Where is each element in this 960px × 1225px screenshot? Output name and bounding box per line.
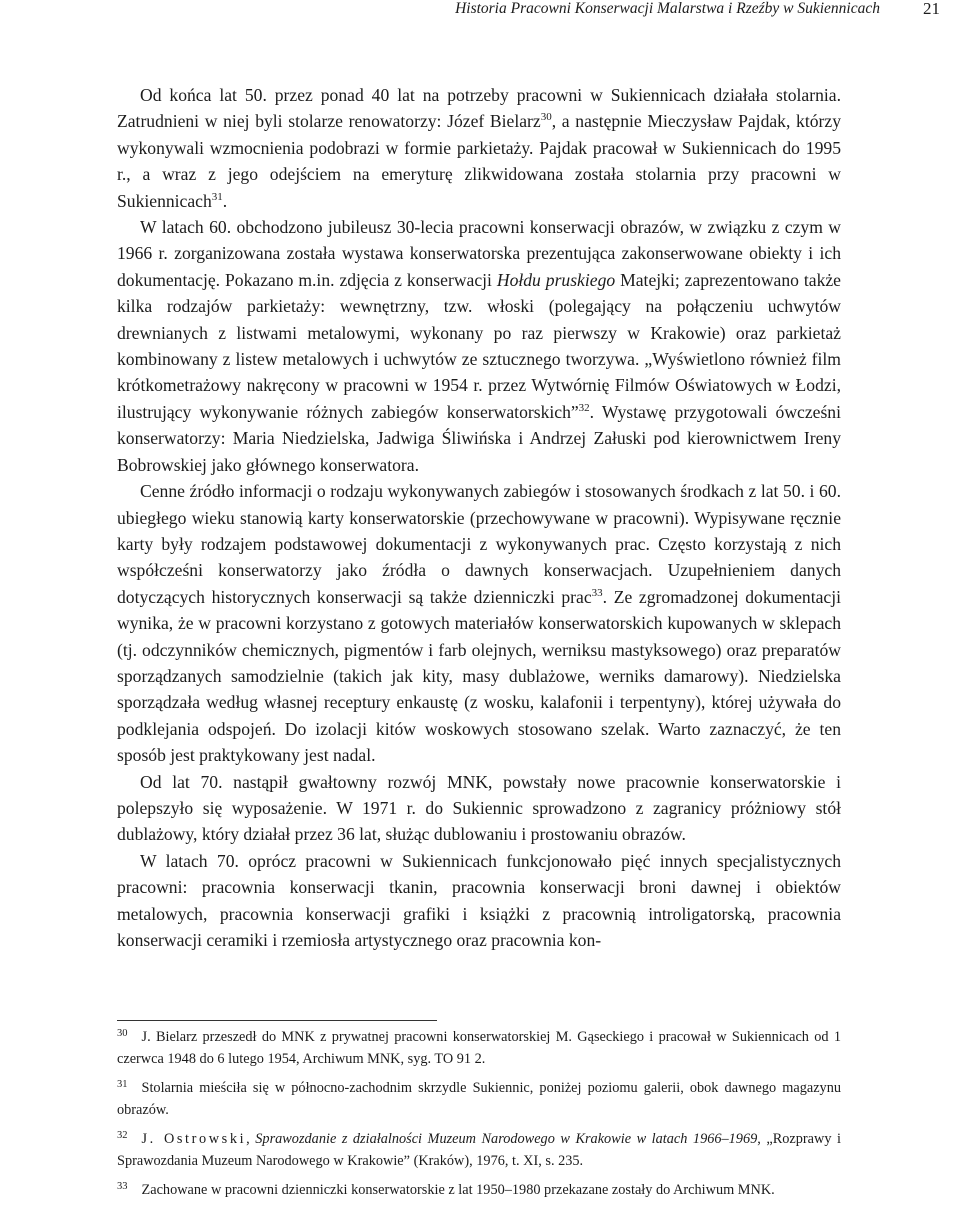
paragraph-5: W latach 70. oprócz pracowni w Sukiennicach funkcjonowało pięć innych specjalistycznych pracowni: pracownia konserwacji tkanin, pracownia konserwacji broni dawnej i obiektów metalowych, pracownia konserwacji grafiki i książki z pracownią introligatorską, pracownia konserwacji ceramiki i rzemiosła artystycznego oraz pracownia kon-: [117, 850, 841, 950]
page-header: [0, 0, 960, 22]
p2-text-1: W latach 60. obchodzono jubileusz 30-lecia pracowni konserwacji obrazów, w związku z czym w 1966 r. zorganizowana została wystawa konserwatorska prezentująca zakonserwowane obiekty i ich dokumentację. Pokazano m.in. zdjęcia z konserwacji: [117, 217, 841, 290]
footnote-author: J. Ostrowski: [141, 1131, 247, 1147]
footnote-number: 31: [117, 1079, 128, 1090]
p1-text-2: , a następnie Mieczysław Pajdak, którzy wykonywali wzmocnienia podobrazi w formie parkietaży. Pajdak pracował w Sukiennicach do 1995 r., a wraz z jego odejściem na emeryturę zlikwidowana została stolarnia przy pracowni w Sukiennicach: [117, 111, 841, 211]
page-number: 21: [923, 0, 940, 18]
body-text: [117, 82, 841, 953]
paragraph-4: Od lat 70. nastąpił gwałtowny rozwój MNK, powstały nowe pracownie konserwatorskie i polepszyło się wyposażenie. W 1971 r. do Sukiennic sprowadzono z zagranicy próżniowy stół dublażowy, który działał przez 36 lat, służąc dublowaniu i prostowaniu obrazów.: [117, 771, 841, 845]
footnote-number: 32: [117, 1130, 128, 1141]
footnote-text: , „Rozprawy i Sprawozdania Muzeum Narodowego w Krakowie” (Kraków), 1976, t. XI, s. 235.: [117, 1131, 841, 1169]
footnote-33: [117, 1180, 841, 1202]
p1-text-3: .: [222, 190, 228, 211]
footnote-text: Zachowane w pracowni dzienniczki konserwatorskie z lat 1950–1980 przekazane zostały do Archiwum MNK.: [141, 1182, 775, 1198]
paragraph-3: [117, 478, 841, 768]
footnote-number: 30: [117, 1028, 128, 1039]
p3-text-2: . Ze zgromadzonej dokumentacji wynika, że w pracowni korzystano z gotowych materiałów konserwatorskich kupowanych w sklepach (tj. odczynników chemicznych, pigmentów i farb olejnych, werniksu mastyksowego) oraz preparatów sporządzanych samodzielnie (takich jak kity, masy dublażowe, werniks damarowy). Niedzielska sporządzała według własnej receptury enkaustę (z wosku, kalafonii i terpentyny), której używała do podklejania odspojeń. Do izolacji kitów woskowych stosowano szelak. Warto zaznaczyć, że ten sposób jest praktykowany jest nadal.: [117, 586, 841, 766]
footnote-text: J. Bielarz przeszedł do MNK z prywatnej pracowni konserwatorskiej M. Gąseckiego i pracował w Sukiennicach od 1 czerwca 1948 do 6 lutego 1954, Archiwum MNK, syg. TO 91 2.: [117, 1029, 841, 1067]
p2-text-2: Matejki; zaprezentowano także kilka rodzajów parkietaży: wewnętrzny, tzw. włoski (polegający na połączeniu uchwytów drewnianych z listwami metalowymi, wykonany po raz pierwszy w Krakowie) oraz parkietaż kombinowany z listew metalowych i uchwytów ze sztucznego tworzywa. „Wyświetlono również film krótkometrażowy nakręcony w pracowni w 1954 r. przez Wytwórnię Filmów Oświatowych w Łodzi, ilustrujący wykonywanie różnych zabiegów konserwatorskich”: [117, 269, 841, 422]
footnote-text: Stolarnia mieściła się w północno-zachodnim skrzydle Sukiennic, poniżej poziomu galerii, obok dawnego magazynu obrazów.: [117, 1080, 841, 1118]
footnotes: [117, 1027, 841, 1210]
footnote-32: [117, 1129, 841, 1172]
paragraph-2: [117, 214, 841, 478]
footnote-30: [117, 1027, 841, 1070]
footnote-ref-32[interactable]: 32: [578, 401, 590, 414]
footnote-ref-33[interactable]: 33: [591, 586, 603, 599]
footnote-ref-30[interactable]: 30: [540, 111, 552, 124]
footnote-ref-31[interactable]: 31: [211, 190, 223, 203]
p2-text-3: . Wystawę przygotowali ówcześni konserwatorzy: Maria Niedzielska, Jadwiga Śliwińska i Andrzej Załuski pod kierownictwem Ireny Bobrowskiej jako głównego konserwatora.: [117, 401, 841, 475]
p3-text-1: Cenne źródło informacji o rodzaju wykonywanych zabiegów i stosowanych środkach z lat 50. i 60. ubiegłego wieku stanowią karty konserwatorskie (przechowywane w pracowni). Wypisywane ręcznie karty były rodzajem podstawowej dokumentacji z wykonywanych prac. Często korzystają z nich współcześni konserwatorzy jako źródła o dawnych konserwacjach. Uzupełnieniem danych dotyczących historycznych konserwacji są także dzienniczki prac: [117, 481, 841, 607]
footnote-31: [117, 1078, 841, 1121]
running-title: Historia Pracowni Konserwacji Malarstwa i Rzeźby w Sukiennicach: [455, 0, 880, 17]
p2-italic-title: Hołdu pruskiego: [496, 269, 616, 290]
footnote-title: Sprawozdanie z działalności Muzeum Narodowego w Krakowie w latach 1966–1969: [255, 1131, 758, 1147]
footnote-number: 33: [117, 1181, 128, 1192]
p1-text-1: Od końca lat 50. przez ponad 40 lat na potrzeby pracowni w Sukiennicach działała stolarnia. Zatrudnieni w niej byli stolarze renowatorzy: Józef Bielarz: [117, 85, 841, 132]
footnote-separator: [117, 1020, 437, 1021]
footnote-separator-comma: ,: [246, 1131, 256, 1147]
paragraph-1: [117, 82, 841, 214]
